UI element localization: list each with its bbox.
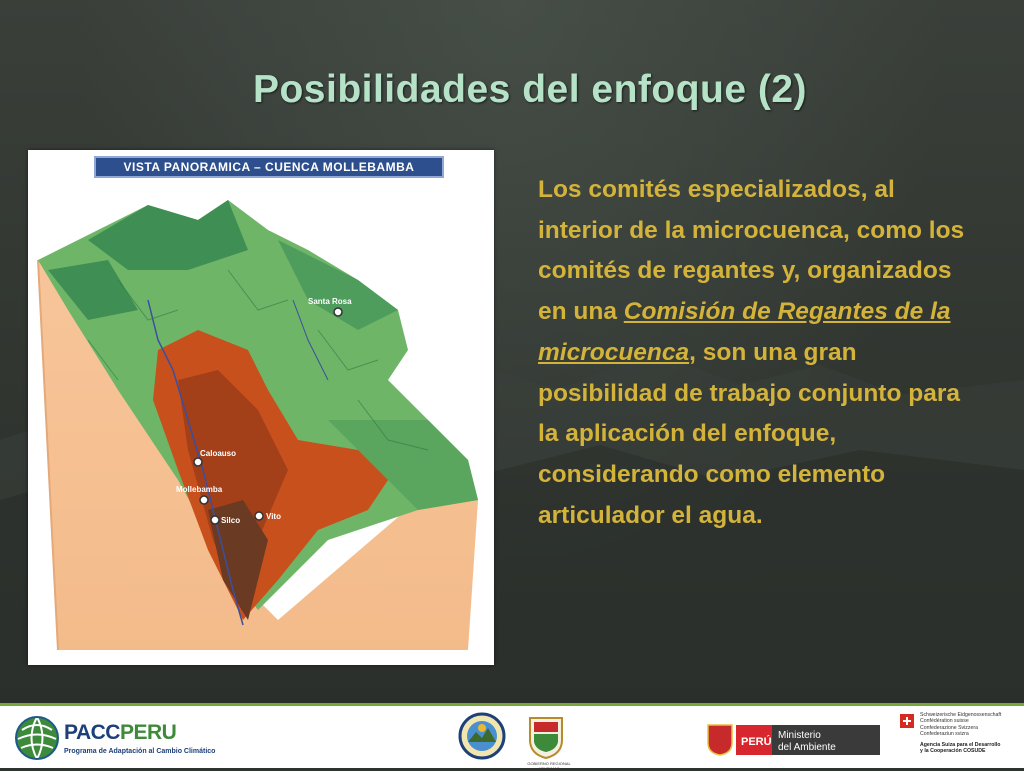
swiss-agency-2: y la Cooperación COSUDE [920,748,986,755]
body-text-before: Los comités especializados, al interior de la microcuenca, como los comités de regantes y, organizados en una [538,176,965,326]
place-label-silco: Silco [221,516,241,525]
place-label-santa-rosa: Santa Rosa [308,297,352,306]
pacc-logo-text [64,721,176,745]
ministry-line1: Ministerio [778,730,821,741]
ministerio-ambiente-logo [706,723,884,762]
pacc-subtitle: Programa de Adaptación al Cambio Climático [64,748,216,755]
map-header: VISTA PANORAMICA – CUENCA MOLLEBAMBA [94,156,444,178]
watershed-map [28,150,494,665]
ministry-line2: del Ambiente [778,742,836,753]
apurimac-seal-icon [526,712,566,760]
terrain-map-image [28,180,494,665]
place-label-vito: Vito [266,512,281,521]
pacc-name-b: PERU [119,721,177,744]
body-text-after: , son una gran posibilidad de trabajo conjunto para la aplicación del enfoque, considerando como elemento articulador el agua. [538,338,960,529]
slide-title: Posibilidades del enfoque (2) [252,68,808,111]
swiss-line-3: Confederazione Svizzera [920,724,978,731]
footer-logos-bar [0,703,1024,771]
swiss-flag-icon [900,714,914,728]
cusco-seal-icon [458,712,506,760]
swiss-agency-1: Agencia Suiza para el Desarrollo [920,742,1001,749]
pacc-name-a: PACC [64,721,120,744]
swiss-line-4: Confederaziun svizra [920,730,969,737]
pacc-globe-icon [14,715,60,761]
peru-label: PERÚ [741,736,772,748]
apurimac-seal-label: GOBIERNO REGIONAL APURIMAC [527,761,571,771]
swiss-cooperation-logo [900,712,1020,768]
place-label-mollebamba: Mollebamba [176,485,223,494]
commission-name: Comisión de Regantes de la microcuenca [538,298,951,366]
swiss-line-1: Schweizerische Eidgenossenschaft [920,712,1002,718]
body-paragraph [538,170,978,536]
place-label-caloauso: Caloauso [200,449,237,458]
swiss-line-2: Confédération suisse [920,718,969,725]
